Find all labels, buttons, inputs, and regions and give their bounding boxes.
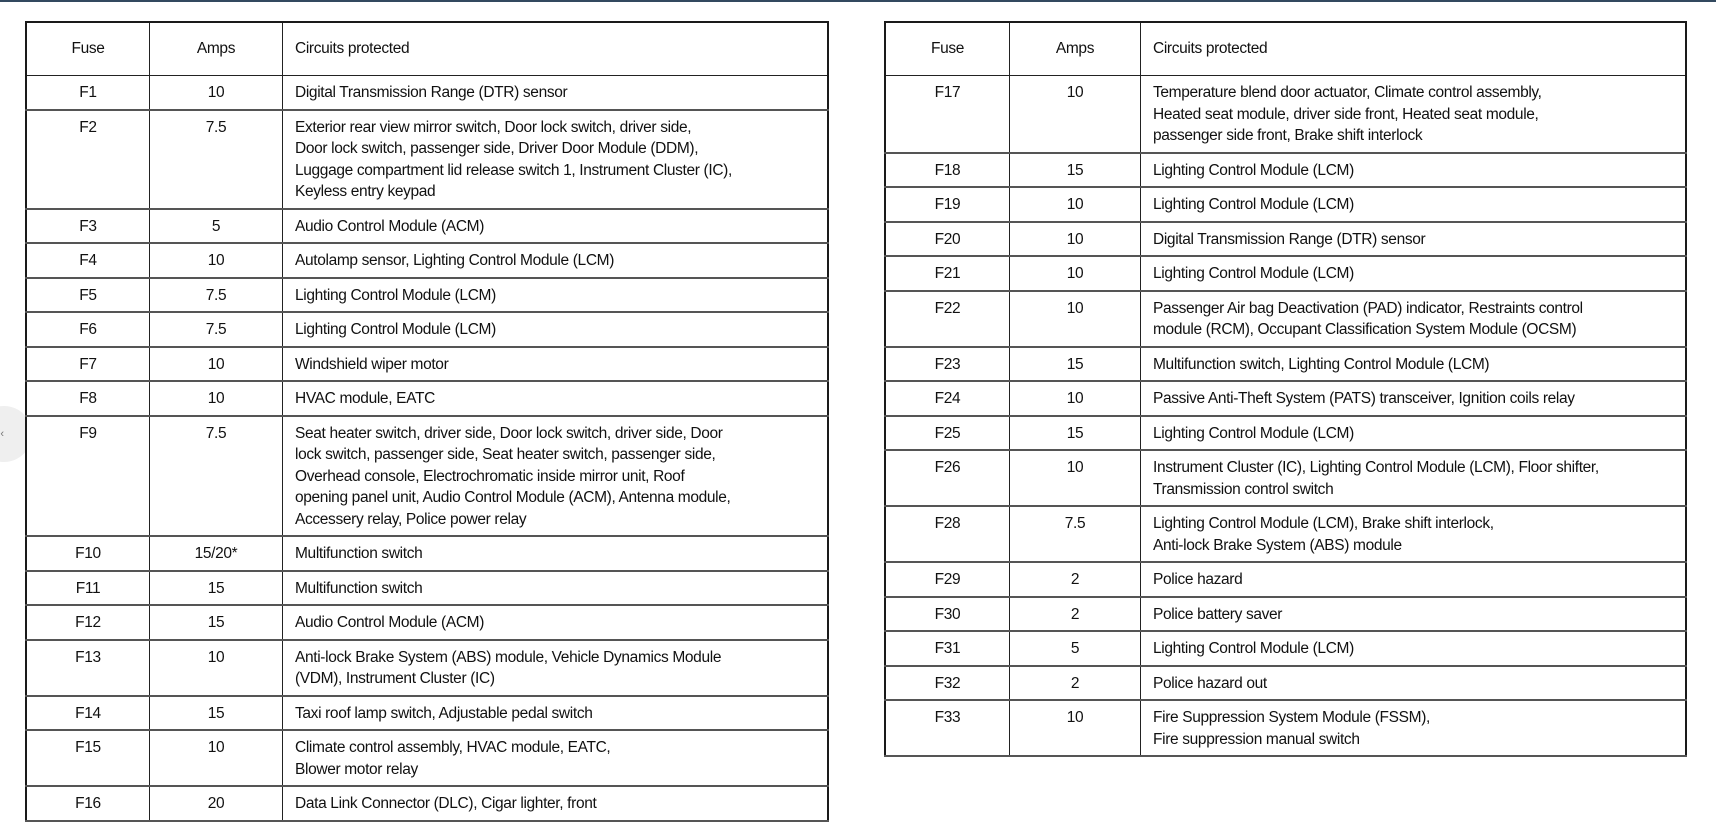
fuse-id: F28 (885, 506, 1010, 562)
circuit-line: Windshield wiper motor (295, 355, 449, 373)
circuit-line: Data Link Connector (DLC), Cigar lighter, front (295, 795, 597, 812)
column-header-circuits: Circuits protected (283, 22, 829, 76)
circuit-line: opening panel unit, Audio Control Module (ACM), Antenna module, (295, 489, 731, 506)
table-row (26, 640, 828, 696)
circuits-protected (1141, 506, 1687, 562)
fuse-id: F30 (885, 597, 1010, 632)
circuit-line: Passenger Air bag Deactivation (PAD) indicator, Restraints control (1153, 299, 1583, 317)
fuse-amps: 7.5 (150, 278, 283, 313)
top-bar (0, 0, 1716, 2)
circuits-protected (1141, 700, 1687, 756)
circuit-line: HVAC module, EATC (295, 390, 435, 407)
circuit-line: Accessery relay, Police power relay (295, 510, 527, 528)
fuse-amps: 15 (1010, 153, 1141, 188)
circuits-protected (1141, 562, 1687, 597)
circuits-protected (283, 416, 829, 537)
circuit-line: Lighting Control Module (LCM), Brake shift interlock, (1153, 515, 1494, 532)
circuit-line: lock switch, passenger side, Seat heater switch, passenger side, (295, 446, 716, 463)
circuit-line: Heated seat module, driver side front, Heated seat module, (1153, 105, 1539, 123)
circuit-line: Blower motor relay (295, 760, 418, 778)
table-header-row (885, 22, 1686, 76)
fuse-amps: 10 (150, 347, 283, 382)
circuits-protected (283, 571, 829, 606)
table-row (885, 187, 1686, 222)
circuits-protected (283, 312, 829, 347)
fuse-id: F7 (26, 347, 150, 382)
fuse-amps: 5 (1010, 631, 1141, 666)
table-row (885, 562, 1686, 597)
table-row (26, 110, 828, 209)
circuit-line: Lighting Control Module (LCM) (295, 286, 496, 304)
circuits-protected (1141, 187, 1687, 222)
fuse-id: F29 (885, 562, 1010, 597)
table-row (26, 696, 828, 731)
circuits-protected (283, 730, 829, 786)
fuse-id: F13 (26, 640, 150, 696)
fuse-id: F21 (885, 256, 1010, 291)
fuse-amps: 10 (1010, 291, 1141, 347)
circuit-line: Climate control assembly, HVAC module, EATC, (295, 739, 611, 756)
fuse-amps: 5 (150, 209, 283, 244)
fuse-id: F15 (26, 730, 150, 786)
circuit-line: Multifunction switch (295, 545, 423, 562)
table-row (885, 291, 1686, 347)
fuse-amps: 10 (150, 730, 283, 786)
fuse-amps: 10 (1010, 450, 1141, 506)
fuse-id: F9 (26, 416, 150, 537)
table-row (26, 312, 828, 347)
table-row (26, 278, 828, 313)
circuits-protected (283, 640, 829, 696)
table-header-row (26, 22, 828, 76)
table-row (885, 416, 1686, 451)
fuse-id: F17 (885, 76, 1010, 153)
circuit-line: Lighting Control Module (LCM) (1153, 161, 1354, 179)
fuse-amps: 7.5 (150, 110, 283, 209)
circuit-line: Luggage compartment lid release switch 1, Instrument Cluster (IC), (295, 161, 732, 179)
circuits-protected (283, 605, 829, 640)
circuits-protected (1141, 597, 1687, 632)
fuse-amps: 7.5 (1010, 506, 1141, 562)
table-row (885, 153, 1686, 188)
circuit-line: (VDM), Instrument Cluster (IC) (295, 670, 495, 687)
circuit-line: Exterior rear view mirror switch, Door lock switch, driver side, (295, 118, 692, 136)
fuse-amps: 15 (150, 605, 283, 640)
circuits-protected (1141, 153, 1687, 188)
fuse-id: F2 (26, 110, 150, 209)
circuit-line: Passive Anti-Theft System (PATS) transceiver, Ignition coils relay (1153, 390, 1575, 407)
table-row (26, 76, 828, 110)
circuit-line: Temperature blend door actuator, Climate control assembly, (1153, 84, 1542, 101)
fuse-id: F22 (885, 291, 1010, 347)
table-row (26, 605, 828, 640)
circuit-line: Instrument Cluster (IC), Lighting Control Module (LCM), Floor shifter, (1153, 459, 1599, 476)
circuit-line: Police battery saver (1153, 605, 1283, 623)
circuits-protected (1141, 381, 1687, 416)
table-row (885, 222, 1686, 257)
table-row (26, 730, 828, 786)
fuse-amps: 10 (1010, 76, 1141, 153)
circuits-protected (283, 278, 829, 313)
circuits-protected (1141, 76, 1687, 153)
fuse-amps: 7.5 (150, 312, 283, 347)
fuse-table-left (25, 21, 829, 822)
column-header-fuse: Fuse (26, 22, 150, 76)
chevron-left-icon: ‹ (0, 427, 4, 440)
circuit-line: Digital Transmission Range (DTR) sensor (295, 84, 568, 101)
circuit-line: Seat heater switch, driver side, Door lock switch, driver side, Door (295, 424, 723, 442)
fuse-amps: 2 (1010, 666, 1141, 701)
circuit-line: Anti-lock Brake System (ABS) module, Vehicle Dynamics Module (295, 648, 722, 666)
table-row (885, 506, 1686, 562)
column-header-circuits: Circuits protected (1141, 22, 1687, 76)
fuse-amps: 10 (150, 76, 283, 110)
fuse-id: F32 (885, 666, 1010, 701)
table-row (26, 571, 828, 606)
fuse-id: F10 (26, 536, 150, 571)
circuit-line: Digital Transmission Range (DTR) sensor (1153, 230, 1426, 248)
fuse-amps: 10 (150, 243, 283, 278)
fuse-amps: 10 (150, 381, 283, 416)
fuse-id: F14 (26, 696, 150, 731)
circuit-line: Keyless entry keypad (295, 183, 436, 200)
table-row (885, 450, 1686, 506)
fuse-amps: 10 (1010, 222, 1141, 257)
circuits-protected (283, 696, 829, 731)
fuse-id: F11 (26, 571, 150, 606)
table-row (885, 700, 1686, 756)
circuit-line: Multifunction switch (295, 579, 423, 597)
circuits-protected (283, 347, 829, 382)
circuits-protected (1141, 222, 1687, 257)
table-row (26, 536, 828, 571)
circuits-protected (1141, 416, 1687, 451)
circuit-line: Police hazard (1153, 571, 1243, 588)
circuits-protected (283, 76, 829, 110)
fuse-amps: 15 (1010, 416, 1141, 451)
circuit-line: Lighting Control Module (LCM) (1153, 424, 1354, 442)
column-header-amps: Amps (150, 22, 283, 76)
circuit-line: Door lock switch, passenger side, Driver Door Module (DDM), (295, 140, 699, 157)
circuits-protected (1141, 631, 1687, 666)
fuse-id: F26 (885, 450, 1010, 506)
fuse-id: F18 (885, 153, 1010, 188)
fuse-id: F23 (885, 347, 1010, 382)
circuits-protected (1141, 666, 1687, 701)
circuit-line: Autolamp sensor, Lighting Control Module (LCM) (295, 252, 615, 269)
circuits-protected (283, 381, 829, 416)
circuit-line: Lighting Control Module (LCM) (1153, 640, 1354, 657)
circuit-line: Police hazard out (1153, 674, 1267, 692)
fuse-id: F6 (26, 312, 150, 347)
circuits-protected (283, 536, 829, 571)
circuits-protected (283, 110, 829, 209)
fuse-amps: 2 (1010, 597, 1141, 632)
table-row (26, 209, 828, 244)
fuse-id: F24 (885, 381, 1010, 416)
circuits-protected (283, 786, 829, 821)
fuse-id: F1 (26, 76, 150, 110)
table-row (885, 381, 1686, 416)
fuse-id: F16 (26, 786, 150, 821)
table-row (26, 243, 828, 278)
table-row (885, 631, 1686, 666)
circuit-line: Lighting Control Module (LCM) (1153, 196, 1354, 213)
fuse-id: F12 (26, 605, 150, 640)
circuit-line: Multifunction switch, Lighting Control Module (LCM) (1153, 355, 1490, 373)
fuse-amps: 15/20* (150, 536, 283, 571)
table-row (26, 416, 828, 537)
fuse-id: F31 (885, 631, 1010, 666)
circuits-protected (1141, 256, 1687, 291)
fuse-id: F4 (26, 243, 150, 278)
table-row (26, 347, 828, 382)
circuit-line: Taxi roof lamp switch, Adjustable pedal switch (295, 704, 593, 722)
table-row (885, 256, 1686, 291)
fuse-amps: 7.5 (150, 416, 283, 537)
column-header-fuse: Fuse (885, 22, 1010, 76)
fuse-amps: 10 (150, 640, 283, 696)
circuits-protected (1141, 291, 1687, 347)
fuse-amps: 10 (1010, 700, 1141, 756)
circuits-protected (1141, 450, 1687, 506)
circuit-line: Anti-lock Brake System (ABS) module (1153, 536, 1402, 554)
fuse-id: F8 (26, 381, 150, 416)
fuse-amps: 2 (1010, 562, 1141, 597)
circuit-line: Audio Control Module (ACM) (295, 217, 485, 235)
fuse-amps: 10 (1010, 381, 1141, 416)
fuse-table-right (884, 21, 1687, 757)
circuit-line: Lighting Control Module (LCM) (1153, 265, 1354, 282)
fuse-amps: 10 (1010, 256, 1141, 291)
circuit-line: Audio Control Module (ACM) (295, 614, 485, 631)
circuits-protected (1141, 347, 1687, 382)
circuit-line: Lighting Control Module (LCM) (295, 321, 496, 338)
table-row (885, 76, 1686, 153)
fuse-amps: 15 (150, 571, 283, 606)
table-row (885, 597, 1686, 632)
table-row (885, 666, 1686, 701)
fuse-id: F5 (26, 278, 150, 313)
fuse-id: F33 (885, 700, 1010, 756)
circuit-line: Overhead console, Electrochromatic inside mirror unit, Roof (295, 467, 685, 485)
fuse-amps: 15 (1010, 347, 1141, 382)
circuit-line: module (RCM), Occupant Classification System Module (OCSM) (1153, 321, 1577, 338)
table-row (26, 786, 828, 821)
table-row (885, 347, 1686, 382)
fuse-amps: 10 (1010, 187, 1141, 222)
table-row (26, 381, 828, 416)
fuse-amps: 15 (150, 696, 283, 731)
circuit-line: Transmission control switch (1153, 480, 1334, 498)
column-header-amps: Amps (1010, 22, 1141, 76)
circuit-line: Fire suppression manual switch (1153, 730, 1360, 748)
fuse-amps: 20 (150, 786, 283, 821)
circuits-protected (283, 209, 829, 244)
circuit-line: Fire Suppression System Module (FSSM), (1153, 709, 1430, 726)
fuse-id: F20 (885, 222, 1010, 257)
circuits-protected (283, 243, 829, 278)
fuse-id: F19 (885, 187, 1010, 222)
circuit-line: passenger side front, Brake shift interlock (1153, 127, 1423, 144)
fuse-id: F3 (26, 209, 150, 244)
fuse-id: F25 (885, 416, 1010, 451)
